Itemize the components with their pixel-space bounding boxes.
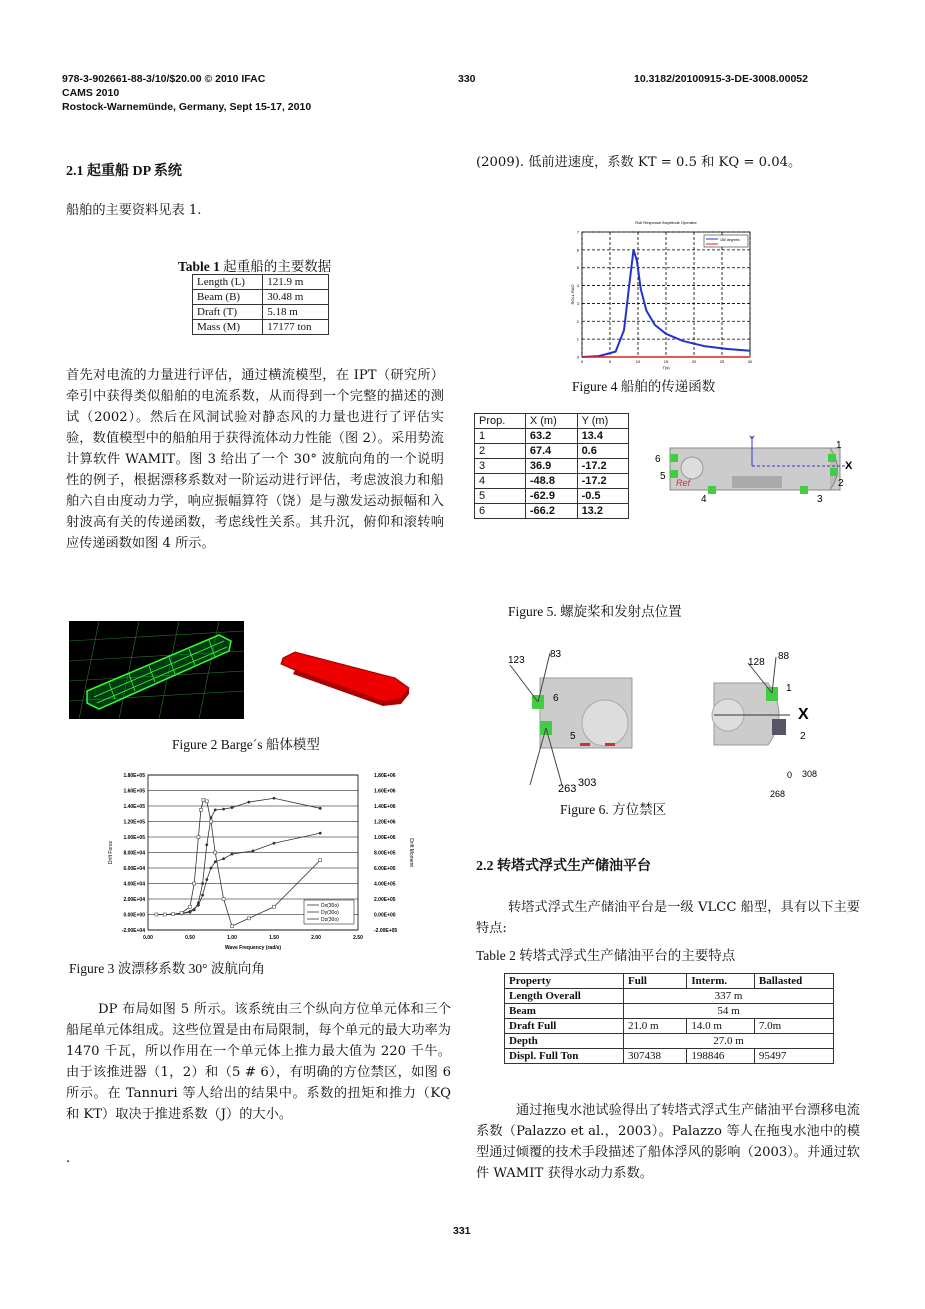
limit-line-123: [510, 665, 538, 702]
legend-label: Dx(30o): [321, 903, 339, 909]
label-1: 1: [786, 683, 792, 694]
figure4-roll-rao-chart: [566, 218, 756, 370]
table-cell: 21.0 m: [624, 1019, 687, 1034]
paragraph-1: 首先对电流的力量进行评估，通过横流模型，在 IPT（研究所）牵引中获得类似船舶的电流系数，从而得到一个完整的描述的测试（2002）。然后在风洞试验对静态风的力量也进行了评估实验，数值模型中的船舶用于获得流体动力性能（图 2）。采用势流计算软件 WAMIT。图 3 给出了一个 30° 波航向角的一个说明性的例子，根据漂移系数对一阶运动进行评估，考虑波浪力和船舶六自由度动力学，响应振幅算符（饶）是与激发运动振幅和入射波高有关的传递函数，考虑线性关系。其升沉，俯仰和滚转响应传递函数如图 4 所示。: [66, 368, 444, 551]
label-5: 5: [660, 471, 666, 482]
series-line-Dy(30o): [156, 833, 320, 914]
figure2-caption: Figure 2 Barge´s 船体模型: [172, 737, 320, 752]
table-cell: 198846: [687, 1049, 755, 1064]
table-row: [193, 275, 329, 290]
label-x-axis: X: [845, 460, 853, 472]
figure3-drift-chart: [104, 765, 414, 955]
table1-caption-text: 起重船的主要数据: [219, 259, 332, 274]
barge-wireframe-image: [69, 621, 244, 719]
legend-label: 180 degrees: [720, 238, 740, 242]
y-tick-label-right: 0.00E+00: [374, 912, 396, 919]
table-cell: -17.2: [577, 474, 628, 489]
y-tick-label-right: 8.00E+05: [374, 850, 396, 857]
table-row: [193, 290, 329, 305]
table-cell: -66.2: [525, 504, 577, 519]
data-point: [273, 905, 276, 908]
x-tick-label: 1.50: [269, 935, 279, 941]
table-row: [193, 320, 329, 335]
y-axis-label-right: Drift Moment: [408, 838, 414, 867]
x-tick-label: 2.00: [311, 935, 321, 941]
table-cell: Draft Full: [505, 1019, 624, 1034]
figure5-ship-diagram: [640, 418, 865, 518]
table-cell: 54 m: [624, 1004, 834, 1019]
label-6: 6: [553, 693, 559, 704]
legend-label: Dy(30o): [321, 910, 339, 916]
table-cell: 63.2: [525, 429, 577, 444]
table-row: [505, 1034, 834, 1049]
data-point: [189, 910, 192, 913]
y-tick-label-left: 8.00E+04: [123, 850, 145, 857]
angle-0: 0: [787, 770, 793, 780]
table-header-row: [475, 414, 629, 429]
series-line-Dx(30o): [156, 798, 320, 914]
thruster-2-marker: [772, 719, 786, 735]
label-ref: Ref: [676, 478, 691, 488]
data-point: [222, 808, 225, 811]
y-tick-label-right: 1.80E+06: [374, 773, 396, 779]
angle-308: 308: [802, 769, 818, 779]
table1-caption: [178, 255, 331, 275]
data-point: [222, 898, 225, 901]
table-cell: 17177 ton: [263, 320, 329, 335]
table-header-cell: Property: [505, 974, 624, 989]
y-tick-label-left: 6.00E+04: [123, 866, 145, 872]
x-tick-label: 1.00: [227, 935, 237, 941]
x-tick-label: 15: [663, 359, 669, 364]
data-point: [193, 882, 196, 885]
data-point: [189, 905, 192, 908]
barge-solid-image: [275, 648, 415, 708]
table-row: [475, 429, 629, 444]
thruster-5-marker: [670, 470, 678, 478]
x-axis-label: Wave Frequency (rad/s): [224, 945, 282, 951]
table-row: [505, 1004, 834, 1019]
right-top-text: (2009). 低前进速度，系数 KT = 0.5 和 KQ = 0.04。: [476, 155, 802, 170]
data-point: [222, 857, 225, 860]
section2-paragraph-2: 通过拖曳水池试验得出了转塔式浮式生产储油平台漂移电流系数（Palazzo et al.，2003）。Palazzo 等人在拖曳水池中的模型通过倾覆的技术手段描述了船体浮风的影响（2003）。并通过软件 WAMIT 获得水动力系数。: [476, 1103, 860, 1181]
thruster-6-marker: [670, 454, 678, 462]
angle-263: 263: [558, 783, 577, 795]
y-tick-label-right: 1.00E+06: [374, 835, 396, 841]
y-tick-label-right: 1.20E+06: [374, 819, 396, 826]
table-cell: 307438: [624, 1049, 687, 1064]
angle-83: 83: [550, 649, 562, 660]
table-cell: 0.6: [577, 444, 628, 459]
marker-red-2: [605, 743, 615, 746]
data-point: [214, 860, 217, 863]
data-point: [201, 882, 204, 885]
y-tick-label: 7: [576, 229, 579, 235]
data-point: [201, 894, 204, 897]
table-cell: 30.48 m: [263, 290, 329, 305]
table-cell: 337 m: [624, 989, 834, 1004]
header-page-number: 330: [458, 73, 476, 85]
table-row: [505, 1019, 834, 1034]
table-cell: Draft (T): [193, 305, 263, 320]
angle-128: 128: [748, 657, 765, 668]
header-conference: CAMS 2010: [62, 87, 120, 99]
data-point: [214, 808, 217, 811]
table-header-cell: Y (m): [577, 414, 628, 429]
angle-88: 88: [778, 651, 790, 662]
data-point: [210, 867, 213, 870]
data-point: [231, 925, 234, 928]
data-point: [231, 806, 234, 809]
data-point: [202, 798, 205, 801]
y-axis-label-left: Drift Force: [108, 840, 114, 865]
table-header-cell: Ballasted: [754, 974, 833, 989]
y-tick-label: 6: [576, 247, 579, 253]
figure5-propeller-table: [474, 413, 629, 519]
table-cell: 7.0m: [754, 1019, 833, 1034]
x-tick-label: 20: [691, 359, 697, 364]
label-x-axis: X: [798, 706, 809, 723]
section-title-2-2: 2.2 转塔式浮式生产储油平台: [476, 859, 651, 874]
table-row: [475, 459, 629, 474]
data-point: [197, 836, 200, 839]
table-cell: -0.5: [577, 489, 628, 504]
table-cell: Length Overall: [505, 989, 624, 1004]
table-cell: 121.9 m: [263, 275, 329, 290]
data-point: [319, 859, 322, 862]
section-intro: 船舶的主要资料见表 1.: [66, 203, 202, 218]
data-point: [205, 843, 208, 846]
x-tick-label: 25: [719, 359, 725, 364]
y-tick-label-right: -2.00E+05: [374, 928, 398, 934]
y-tick-label-left: 1.40E+05: [123, 804, 145, 810]
y-tick-label: 5: [576, 265, 579, 271]
limit-line-263: [530, 728, 546, 785]
legend: [704, 235, 748, 247]
y-tick-label: 0: [576, 354, 579, 360]
label-1: 1: [836, 440, 842, 451]
footer-page-number: 331: [453, 1225, 471, 1237]
label-6: 6: [655, 454, 661, 465]
table-cell: Depth: [505, 1034, 624, 1049]
thruster-3-marker: [800, 486, 808, 494]
table2: [504, 973, 834, 1064]
label-y-axis: Y: [749, 434, 756, 444]
chart-title: Roll Response Amplitude Operator: [635, 220, 697, 225]
table-cell: 14.0 m: [687, 1019, 755, 1034]
y-tick-label-right: 1.40E+06: [374, 804, 396, 810]
y-axis-label: ROLL RAO: [570, 284, 575, 305]
data-point: [199, 808, 202, 811]
x-axis-label: T(s): [662, 365, 670, 370]
table-cell: Beam: [505, 1004, 624, 1019]
figure4-caption: Figure 4 船舶的传递函数: [572, 379, 716, 394]
data-point: [247, 801, 250, 804]
table-row: [475, 504, 629, 519]
data-point: [231, 853, 234, 856]
data-point: [163, 913, 166, 916]
table-cell: -48.8: [525, 474, 577, 489]
data-point: [319, 807, 322, 810]
table-row: [505, 1049, 834, 1064]
data-point: [197, 904, 200, 907]
barge-solid-icon: [275, 648, 415, 708]
y-tick-label-left: 1.20E+05: [123, 819, 145, 826]
table-cell: 95497: [754, 1049, 833, 1064]
table-header-cell: Interm.: [687, 974, 755, 989]
x-tick-label: 0.50: [185, 935, 195, 941]
label-5: 5: [570, 731, 576, 742]
y-tick-label-left: 0.00E+00: [123, 912, 145, 919]
figure5-caption: Figure 5. 螺旋桨和发射点位置: [508, 604, 682, 619]
table2-caption: Table 2 转塔式浮式生产储油平台的主要特点: [476, 948, 736, 963]
data-point: [247, 917, 250, 920]
header-location: Rostock-Warnemünde, Germany, Sept 15-17, 2010: [62, 101, 312, 113]
y-tick-label-right: 6.00E+05: [374, 866, 396, 872]
data-point: [252, 850, 255, 853]
table-cell: 2: [475, 444, 526, 459]
paragraph-2: DP 布局如图 5 所示。该系统由三个纵向方位单元体和三个船尾单元体组成。这些位置是由布局限制，每个单元的最大功率为 1470 千瓦，所以作用在一个单元体上推力最大值为 220 千牛。由于该推进器（1，2）和（5 # 6），有明确的方位禁区，如图 6 所示。在 Tannuri 等人给出的结果中。系数的扭矩和推力（KQ 和 KT）取决于推进系数（J）的大小。: [66, 1002, 451, 1122]
data-point: [205, 800, 208, 803]
thruster-4-marker: [708, 486, 716, 494]
table1-caption-label: Table 1: [178, 259, 220, 274]
label-4: 4: [701, 494, 707, 505]
table-cell: Beam (B): [193, 290, 263, 305]
table-cell: 36.9: [525, 459, 577, 474]
table-row: [475, 444, 629, 459]
y-tick-label: 1: [576, 336, 579, 342]
data-point: [319, 832, 322, 835]
stern-turret: [582, 700, 628, 746]
angle-123: 123: [508, 655, 525, 666]
table-header-cell: Prop.: [475, 414, 526, 429]
label-2: 2: [800, 731, 806, 742]
angle-303: 303: [578, 777, 597, 789]
table-header-cell: Full: [624, 974, 687, 989]
table-cell: Displ. Full Ton: [505, 1049, 624, 1064]
data-point: [180, 911, 183, 914]
y-tick-label: 4: [576, 283, 579, 289]
table-cell: -17.2: [577, 459, 628, 474]
table-cell: -62.9: [525, 489, 577, 504]
table-cell: Length (L): [193, 275, 263, 290]
x-tick-label: 10: [635, 359, 641, 364]
y-tick-label-left: 1.00E+05: [123, 835, 145, 841]
table-cell: 4: [475, 474, 526, 489]
x-tick-label: 0.00: [143, 935, 153, 941]
y-tick-label-left: 4.00E+04: [123, 881, 145, 888]
figure3-caption: Figure 3 波漂移系数 30° 波航向角: [69, 961, 265, 976]
section2-paragraph-1: 转塔式浮式生产储油平台是一级 VLCC 船型，具有以下主要特点:: [476, 900, 860, 936]
header-doi: 10.3182/20100915-3-DE-3008.00052: [634, 73, 808, 85]
table-cell: 3: [475, 459, 526, 474]
y-tick-label: 2: [576, 318, 579, 324]
data-point: [214, 851, 217, 854]
table1: [192, 274, 329, 335]
legend-label: Dz(30o): [321, 917, 339, 923]
table-row: [475, 489, 629, 504]
y-tick-label-left: 2.00E+04: [123, 897, 145, 903]
table-header-row: [505, 974, 834, 989]
marker-red-1: [580, 743, 590, 746]
series-line-Dz(30o): [156, 800, 320, 926]
data-point: [155, 913, 158, 916]
table-cell: 1: [475, 429, 526, 444]
table-cell: 13.4: [577, 429, 628, 444]
header-isbn: 978-3-902661-88-3/10/$20.00 © 2010 IFAC: [62, 73, 266, 85]
data-point: [273, 842, 276, 845]
table-header-cell: X (m): [525, 414, 577, 429]
data-point: [205, 878, 208, 881]
table-cell: 27.0 m: [624, 1034, 834, 1049]
y-tick-label-left: 1.60E+05: [123, 788, 145, 795]
x-tick-label: 0: [580, 359, 584, 364]
thruster-1-marker: [828, 454, 836, 462]
table-cell: 67.4: [525, 444, 577, 459]
barge-wireframe-icon: [69, 621, 244, 719]
trailing-dot: .: [66, 1151, 71, 1166]
x-tick-label: 5: [608, 359, 612, 364]
y-tick-label-left: -2.00E+04: [121, 928, 145, 934]
ship-deck-block: [732, 476, 782, 488]
x-tick-label: 2.50: [353, 935, 363, 941]
label-3: 3: [817, 494, 823, 505]
figure6-azimuth-diagram: [500, 645, 840, 800]
table-row: [505, 989, 834, 1004]
ship-turret: [681, 457, 703, 479]
table-cell: Mass (M): [193, 320, 263, 335]
section-title-2-1: 2.1 起重船 DP 系统: [66, 164, 182, 179]
y-tick-label-right: 2.00E+05: [374, 897, 396, 903]
label-2: 2: [838, 478, 844, 489]
y-tick-label-right: 4.00E+05: [374, 881, 396, 888]
table-cell: 5: [475, 489, 526, 504]
table-cell: 6: [475, 504, 526, 519]
table-row: [475, 474, 629, 489]
thruster-2-marker: [830, 468, 838, 476]
angle-268: 268: [770, 789, 786, 799]
x-tick-label: 30: [747, 359, 753, 364]
header-left: [62, 72, 311, 114]
y-tick-label-left: 1.80E+05: [123, 773, 145, 779]
data-point: [273, 797, 276, 800]
legend: [304, 900, 354, 924]
data-point: [210, 820, 213, 823]
data-point: [172, 913, 175, 916]
figure6-caption: Figure 6. 方位禁区: [560, 802, 667, 817]
table-cell: 5.18 m: [263, 305, 329, 320]
table-row: [193, 305, 329, 320]
y-tick-label-right: 1.60E+06: [374, 788, 396, 795]
y-tick-label: 3: [576, 300, 579, 306]
table-cell: 13.2: [577, 504, 628, 519]
